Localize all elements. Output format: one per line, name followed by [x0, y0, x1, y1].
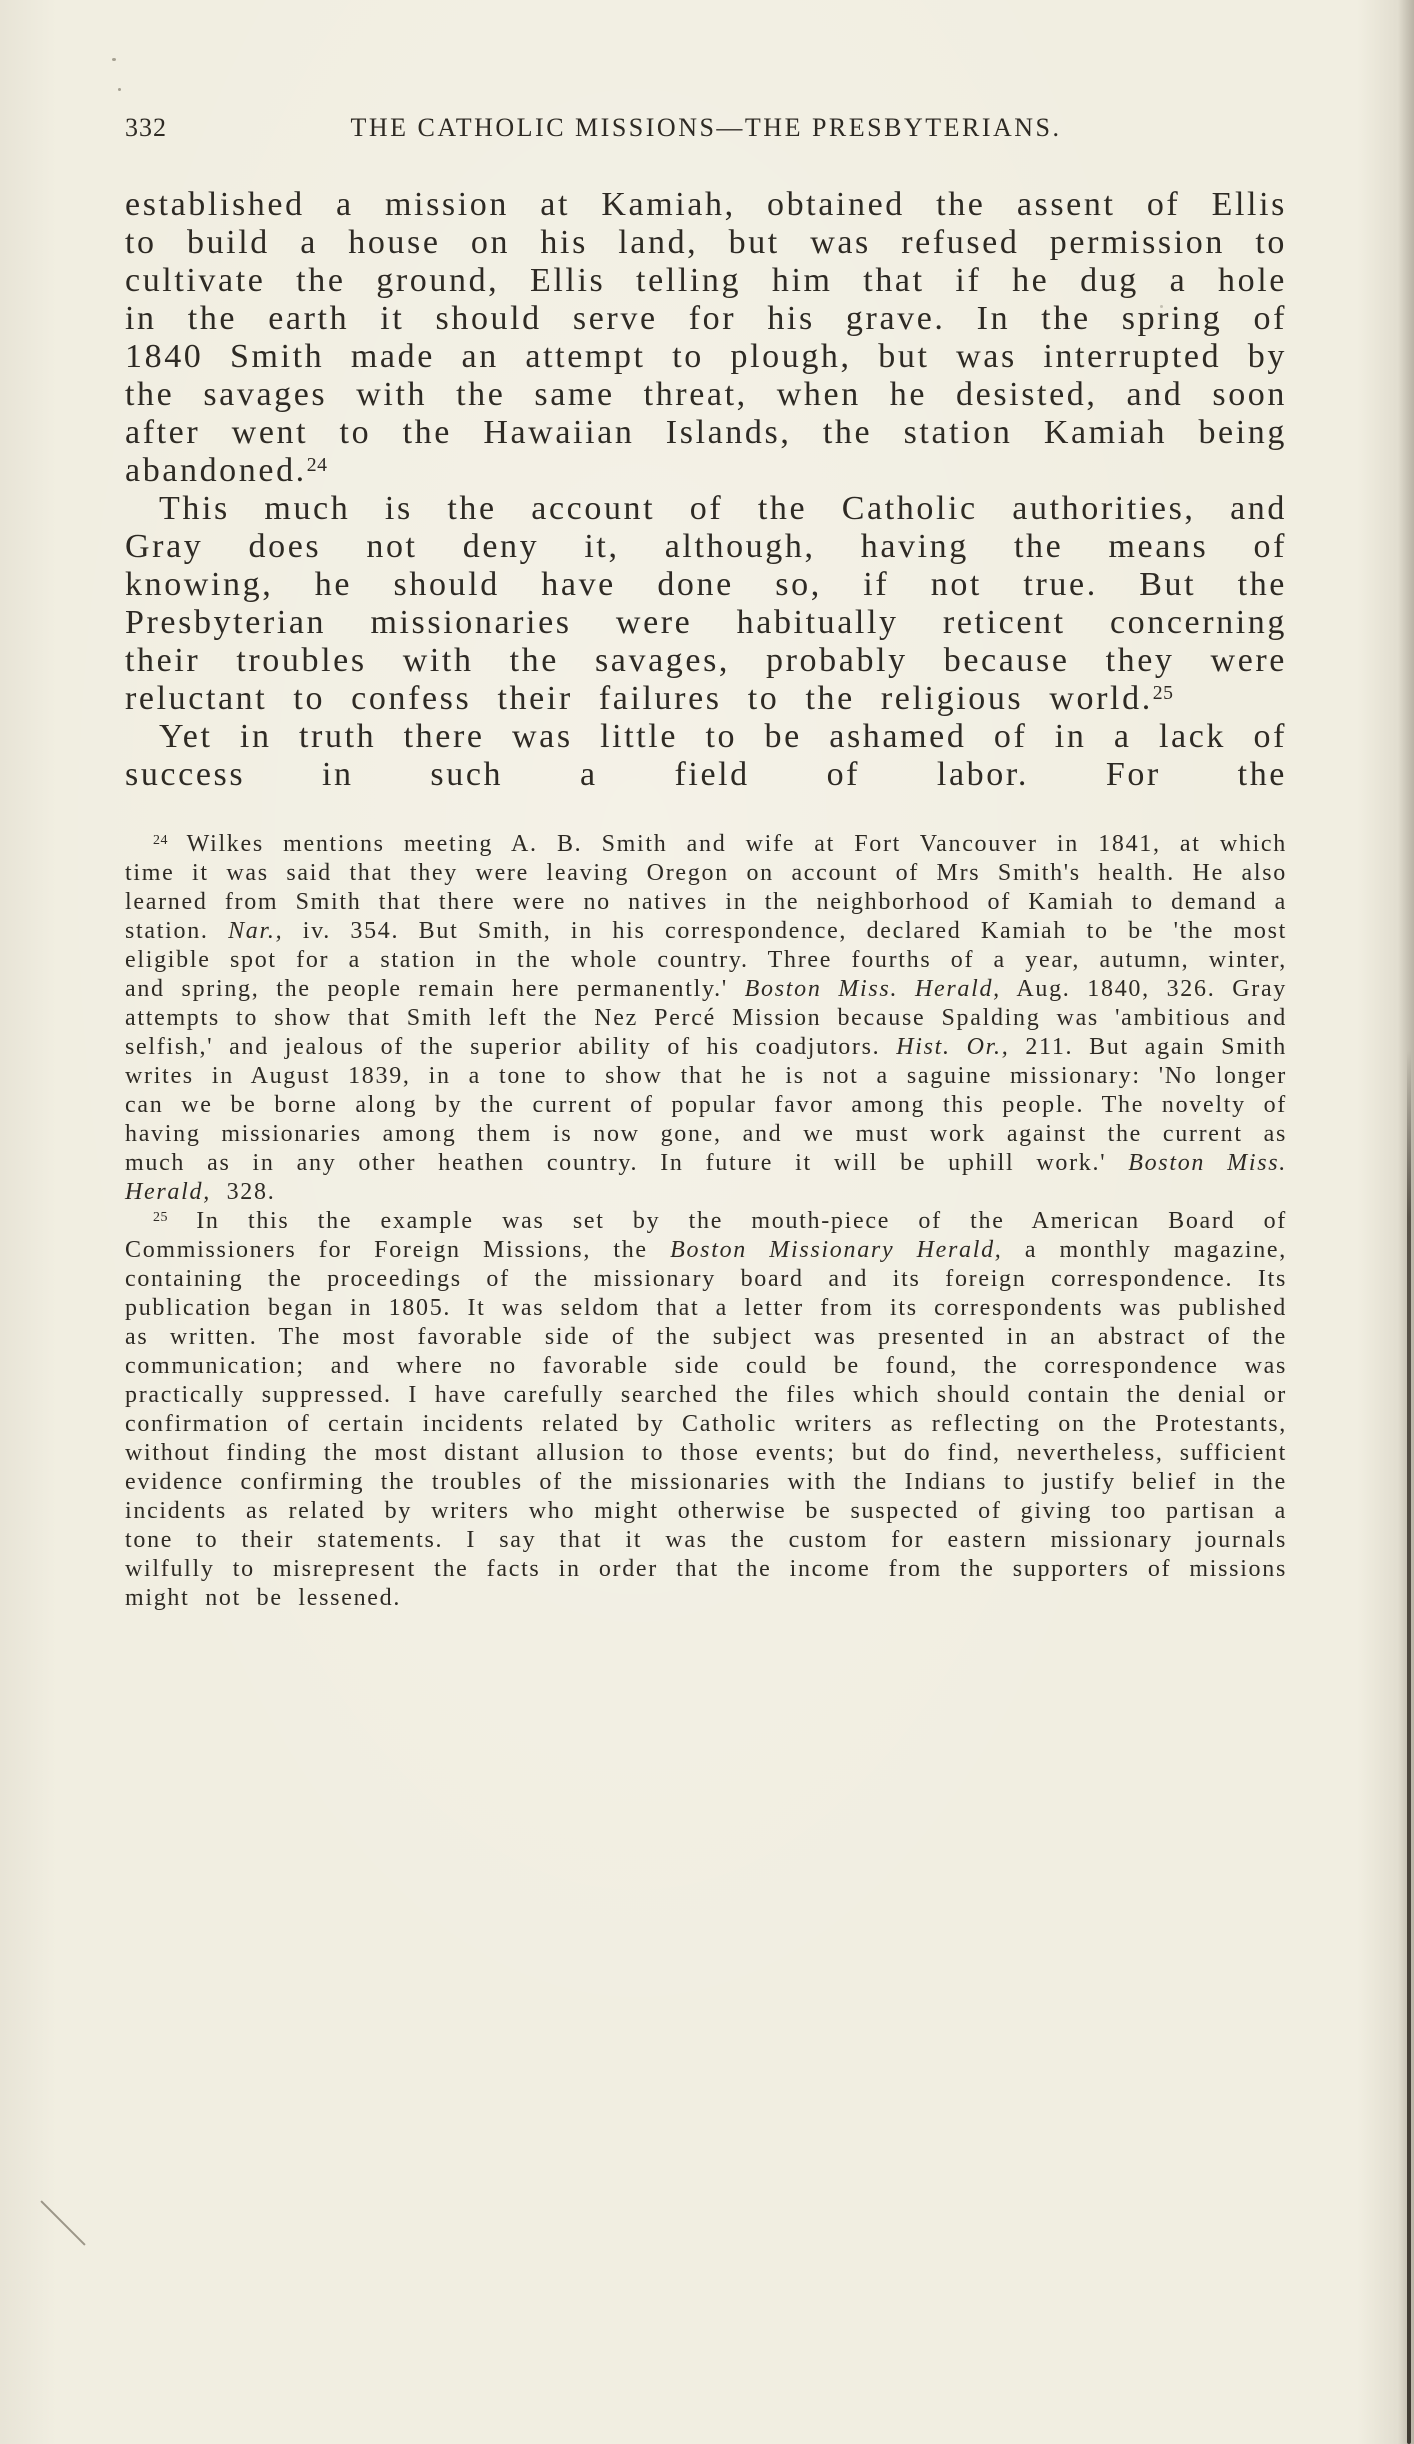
page-content	[125, 112, 1287, 1613]
footnote-24: $^{24}$ Wilkes mentions meeting A. B. Smith and wife at Fort Vancouver in 1841, at which time it was said that they were leaving Oregon on account of Mrs Smith's health. He also learned from Smith that there were no natives in the neighborhood of Kamiah to demand a station. Nar., iv. 354. But Smith, in his correspondence, declared Kamiah to be 'the most eligible spot for a station in the whole country. Three fourths of a year, autumn, winter, and spring, the people remain here permanently.' Boston Miss. Herald, Aug. 1840, 326. Gray attempts to show that Smith left the Nez Percé Mission because Spalding was 'ambitious and selfish,' and jealous of the superior ability of his coadjutors. Hist. Or., 211. But again Smith writes in August 1839, in a tone to show that he is not a saguine missionary: 'No longer can we be borne along by the current of popular favor among this people. The novelty of having missionaries among them is now gone, and we must work against the current as much as in any other heathen country. In future it will be uphill work.' Boston Miss. Herald, 328.	[125, 831, 1288, 1205]
scan-edge-shadow	[1398, 0, 1414, 2444]
scan-speck	[118, 88, 121, 91]
running-header	[125, 112, 1287, 146]
page-number: 332	[125, 113, 167, 142]
running-title: THE CATHOLIC MISSIONS—THE PRESBYTERIANS.	[350, 113, 1062, 142]
scan-speck	[112, 58, 116, 61]
footnote-25: $^{25}$ In this the example was set by the mouth-piece of the American Board of Commissioners for Foreign Missions, the Boston Missionary Herald, a monthly magazine, containing the proceedings of the missionary board and its foreign correspondence. Its publication began in 1805. It was seldom that a letter from its correspondents was published as written. The most favorable side of the subject was presented in an abstract of the communication; and where no favorable side could be found, the correspondence was practically suppressed. I have carefully searched the files which should contain the denial or confirmation of certain incidents related by Catholic writers as reflecting on the Protestants, without finding the most distant allusion to those events; but do find, nevertheless, sufficient evidence confirming the troubles of the missionaries with the Indians to justify belief in the incidents as related by writers who might otherwise be suspected of giving too partisan a tone to their statements. I say that it was the custom for eastern missionary journals wilfully to misrepresent the facts in order that the income from the supporters of missions might not be lessened.	[125, 1208, 1287, 1611]
footnotes-section	[125, 830, 1287, 1613]
scan-scratch-mark	[40, 2200, 85, 2245]
body-paragraph-3: Yet in truth there was little to be ashamed of in a lack of success in such a field of labor. For the	[125, 718, 1287, 793]
page-body	[125, 186, 1287, 794]
body-paragraph-1: established a mission at Kamiah, obtained the assent of Ellis to build a house on his land, but was refused permission to cultivate the ground, Ellis telling him that if he dug a hole in the earth it should serve for his grave. In the spring of 1840 Smith made an attempt to plough, but was interrupted by the savages with the same threat, when he desisted, and soon after went to the Hawaiian Islands, the station Kamiah being abandoned.$^{24}$	[125, 186, 1287, 489]
body-paragraph-2: This much is the account of the Catholic authorities, and Gray does not deny it, although, having the means of knowing, he should have done so, if not true. But the Presbyterian missionaries were habitually reticent concerning their troubles with the savages, probably because they were reluctant to confess their failures to the religious world.$^{25}$	[125, 490, 1287, 717]
scan-edge-line	[1407, 1050, 1411, 2444]
